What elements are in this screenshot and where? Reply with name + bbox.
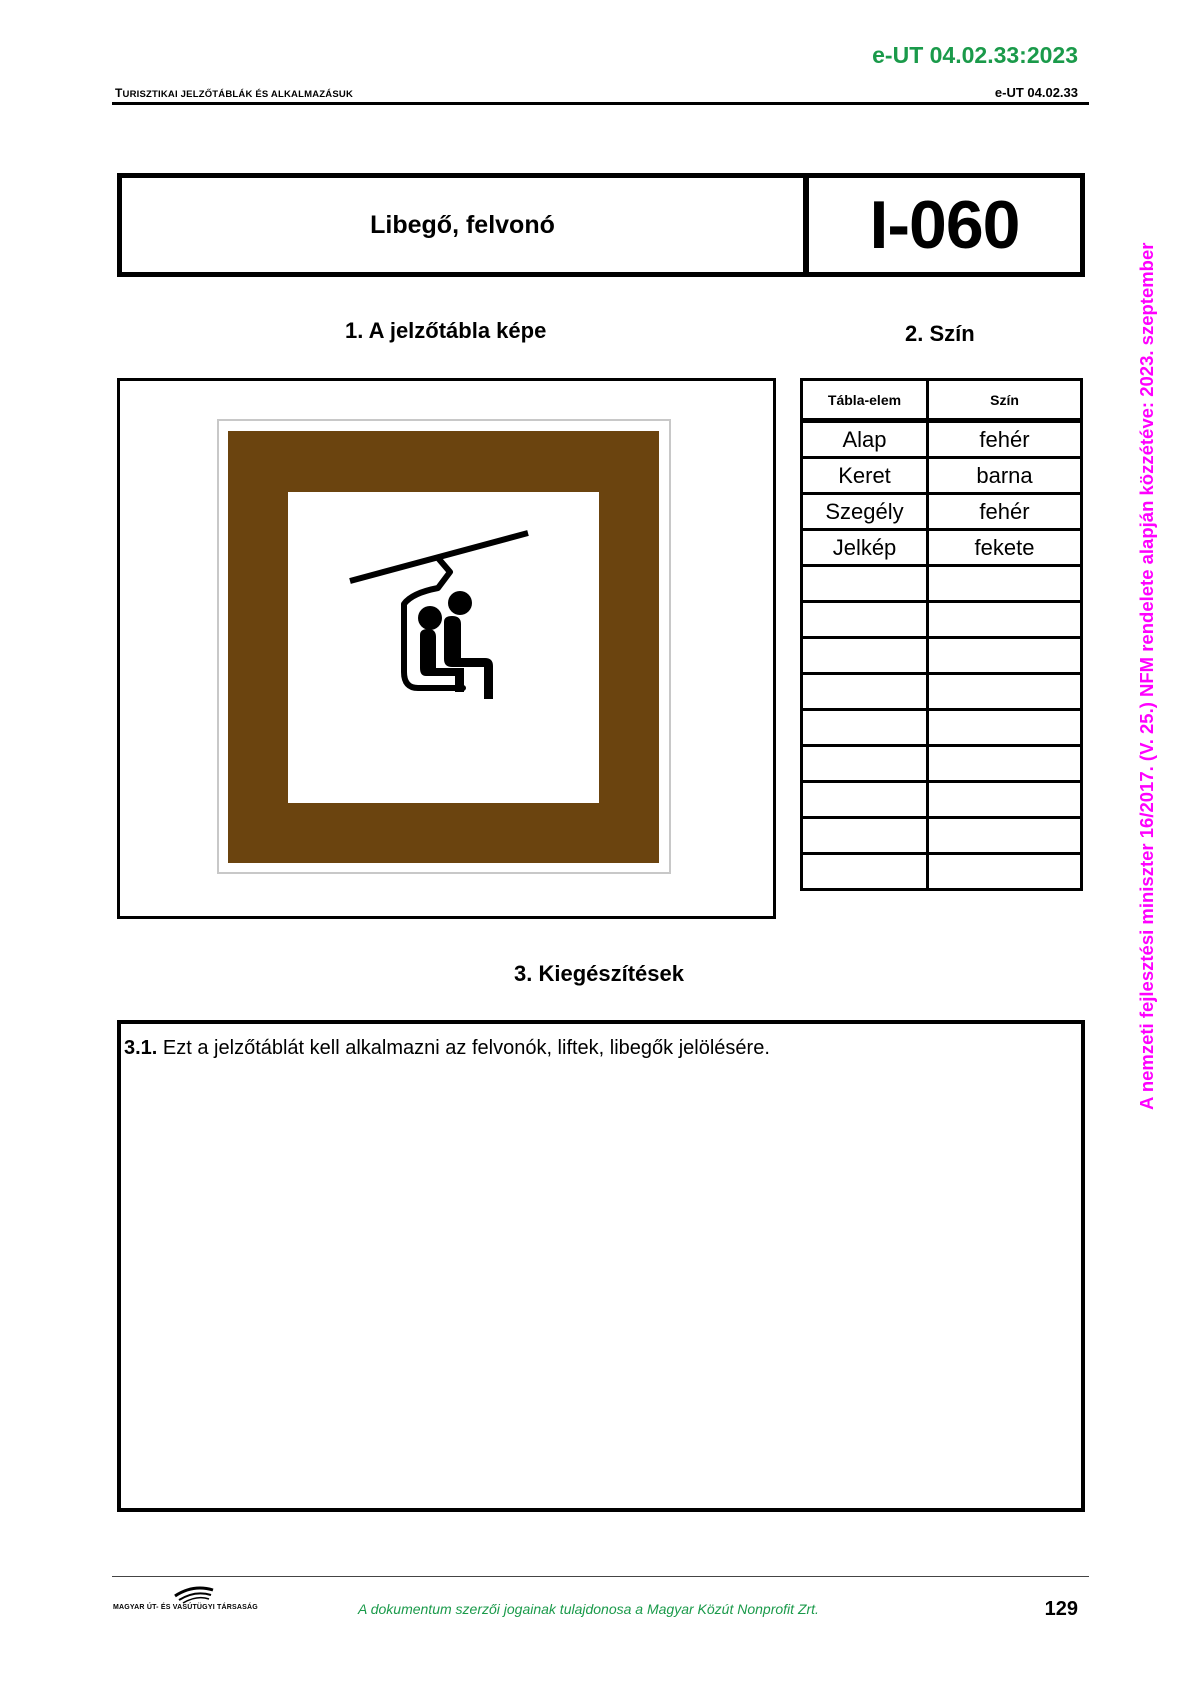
table-cell: fekete <box>928 530 1082 566</box>
table-cell: Keret <box>802 458 928 494</box>
note-number: 3.1. <box>124 1037 158 1059</box>
table-row <box>802 746 1082 782</box>
footer-copyright: A dokumentum szerzői jogainak tulajdonosa a Magyar Közút Nonprofit Zrt. <box>358 1601 819 1617</box>
table-cell: barna <box>928 458 1082 494</box>
table-cell <box>802 746 928 782</box>
header-rule <box>112 102 1089 105</box>
table-row <box>802 566 1082 602</box>
table-row <box>802 602 1082 638</box>
table-cell <box>802 674 928 710</box>
table-cell <box>802 602 928 638</box>
running-title-text: URISZTIKAI JELZŐTÁBLÁK ÉS ALKALMAZÁSUK <box>122 89 354 100</box>
table-row <box>802 818 1082 854</box>
table-cell <box>928 854 1082 890</box>
page-number: 129 <box>1044 1598 1078 1620</box>
table-cell <box>802 782 928 818</box>
table-row <box>802 458 1082 494</box>
running-code: e-UT 04.02.33 <box>994 85 1078 100</box>
table-row <box>802 710 1082 746</box>
table-cell: Alap <box>802 421 928 458</box>
note-text: Ezt a jelzőtáblát kell alkalmazni az felvonók, liftek, libegők jelölésére. <box>162 1037 770 1059</box>
sign-name: Libegő, felvonó <box>122 178 809 272</box>
table-cell: Jelkép <box>802 530 928 566</box>
notes-box <box>117 1020 1085 1512</box>
table-cell: fehér <box>928 421 1082 458</box>
table-row <box>802 854 1082 890</box>
table-cell <box>928 710 1082 746</box>
table-cell: fehér <box>928 494 1082 530</box>
table-cell <box>802 818 928 854</box>
table-cell <box>802 638 928 674</box>
notes-section-heading: 3. Kiegészítések <box>514 961 684 986</box>
color-table-header-color: Szín <box>928 380 1082 421</box>
table-row <box>802 421 1082 458</box>
table-cell <box>802 566 928 602</box>
table-cell <box>928 602 1082 638</box>
table-cell <box>928 674 1082 710</box>
table-row <box>802 530 1082 566</box>
table-cell <box>928 638 1082 674</box>
table-cell <box>928 566 1082 602</box>
table-cell: Szegély <box>802 494 928 530</box>
color-table-header-element: Tábla-elem <box>802 380 928 421</box>
footer-logo-text: MAGYAR ÚT- ÉS VASÚTÜGYI TÁRSASÁG <box>113 1604 258 1611</box>
footer-rule <box>112 1576 1089 1577</box>
table-cell <box>802 854 928 890</box>
table-row <box>802 638 1082 674</box>
table-row <box>802 494 1082 530</box>
note-item <box>124 1037 770 1060</box>
color-table <box>800 378 1083 891</box>
table-row <box>802 782 1082 818</box>
title-box <box>117 173 1085 277</box>
publication-side-note: A nemzeti fejlesztési miniszter 16/2017. (V. 25.) NFM rendelete alapján közzétéve: 2023. szeptember <box>1136 242 1157 1110</box>
running-title: TURISZTIKAI JELZŐTÁBLÁK ÉS ALKALMAZÁSUK <box>115 86 354 100</box>
document-code: e-UT 04.02.33:2023 <box>872 42 1078 68</box>
chairlift-icon <box>288 492 599 803</box>
table-cell <box>928 782 1082 818</box>
table-cell <box>802 710 928 746</box>
image-section-heading: 1. A jelzőtábla képe <box>345 318 547 343</box>
sign-code: I-060 <box>869 187 1020 263</box>
table-cell <box>928 818 1082 854</box>
table-cell <box>928 746 1082 782</box>
table-row <box>802 674 1082 710</box>
color-section-heading: 2. Szín <box>905 321 975 346</box>
